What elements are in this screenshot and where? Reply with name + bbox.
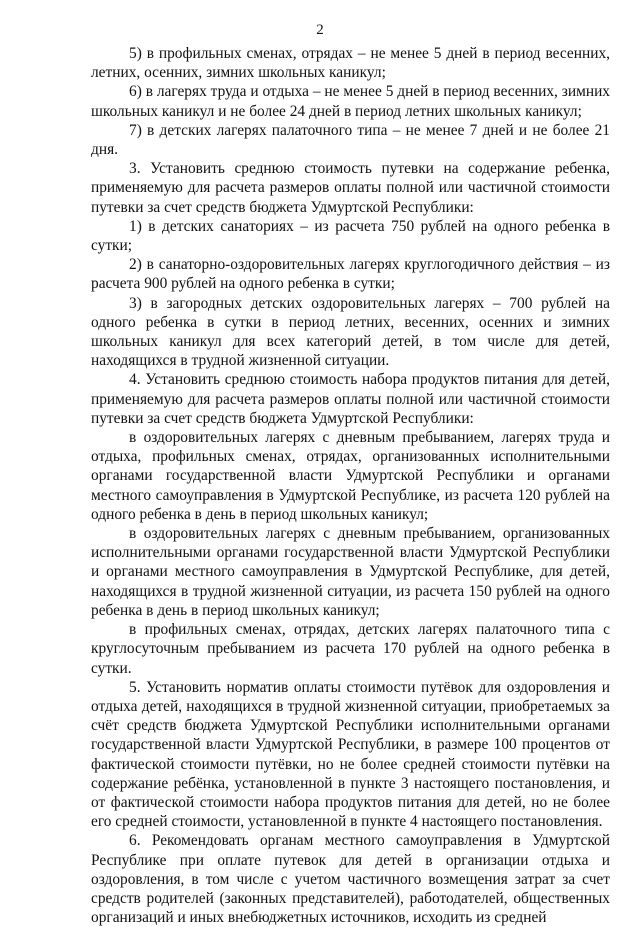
paragraph-clause-4-day-camps: в оздоровительных лагерях с дневным пребыванием, лагерях труда и отдыха, профильных сменах, отрядах, организованных исполнительными органами государственной власти Удмуртской Республики и органами местного самоуправления в Удмуртской Республике, из расчета 120 рублей на одного ребенка в день в период школьных каникул; — [91, 429, 610, 523]
paragraph-item-6-labor-camps: 6) в лагерях труда и отдыха – не менее 5 дней в период весенних, зимних школьных каникул и не более 24 дней в период летних школьных каникул; — [91, 83, 610, 120]
paragraph-clause-4: 4. Установить среднюю стоимость набора продуктов питания для детей, применяемую для расчета размеров оплаты полной или частичной стоимости путевки за счет средств бюджета Удмуртской Республики: — [91, 371, 610, 427]
paragraph-clause-4-hardship: в оздоровительных лагерях с дневным пребыванием, организованных исполнительными органами государственной власти Удмуртской Республики и органами местного самоуправления в Удмуртской Республике, для детей, находящихся в трудной жизненной ситуации, из расчета 150 рублей на одного ребенка в день в период школьных каникул; — [91, 525, 610, 619]
paragraph-clause-3-item-2: 2) в санаторно-оздоровительных лагерях круглогодичного действия – из расчета 900 рублей на одного ребенка в сутки; — [91, 256, 610, 293]
paragraph-clause-4-profile-shifts: в профильных сменах, отрядах, детских лагерях палаточного типа с круглосуточным пребыванием из расчета 170 рублей на одного ребенка в сутки. — [91, 621, 610, 677]
page-number: 2 — [316, 22, 324, 38]
paragraph-clause-3: 3. Установить среднюю стоимость путевки на содержание ребенка, применяемую для расчета размеров оплаты полной или частичной стоимости путевки за счет средств бюджета Удмуртской Республики: — [91, 160, 610, 216]
paragraph-item-5-profile-shifts: 5) в профильных сменах, отрядах – не менее 5 дней в период весенних, летних, осенних, зимних школьных каникул; — [91, 45, 610, 82]
paragraph-clause-3-item-3: 3) в загородных детских оздоровительных лагерях – 700 рублей на одного ребенка в сутки в период летних, весенних, осенних и зимних школьных каникул для всех категорий детей, в том числе для детей, находящихся в трудной жизненной ситуации. — [91, 294, 610, 370]
paragraph-clause-5: 5. Установить норматив оплаты стоимости путёвок для оздоровления и отдыха детей, находящихся в трудной жизненной ситуации, приобретаемых за счёт средств бюджета Удмуртской Республики исполнительными органами государственной власти Удмуртской Республики, в размере 100 процентов от фактической стоимости путёвки, но не более средней стоимости путёвки на содержание ребёнка, установленной в пункте 3 настоящего постановления, и от фактической стоимости набора продуктов питания для детей, но не более его средней стоимости, установленной в пункте 4 настоящего постановления. — [91, 678, 610, 831]
paragraph-item-7-tent-camps: 7) в детских лагерях палаточного типа – не менее 7 дней и не более 21 дня. — [91, 121, 610, 159]
paragraph-clause-6: 6. Рекомендовать органам местного самоуправления в Удмуртской Республике при оплате путевок для детей в организации отдыха и оздоровления, в том числе с учетом частичного возмещения затрат за счет средств родителей (законных представителей), работодателей, общественных организаций и иных внебюджетных источников, исходить из средней — [91, 832, 610, 927]
paragraph-clause-3-item-1: 1) в детских санаториях – из расчета 750 рублей на одного ребенка в сутки; — [91, 217, 610, 255]
document-body — [91, 44, 610, 927]
